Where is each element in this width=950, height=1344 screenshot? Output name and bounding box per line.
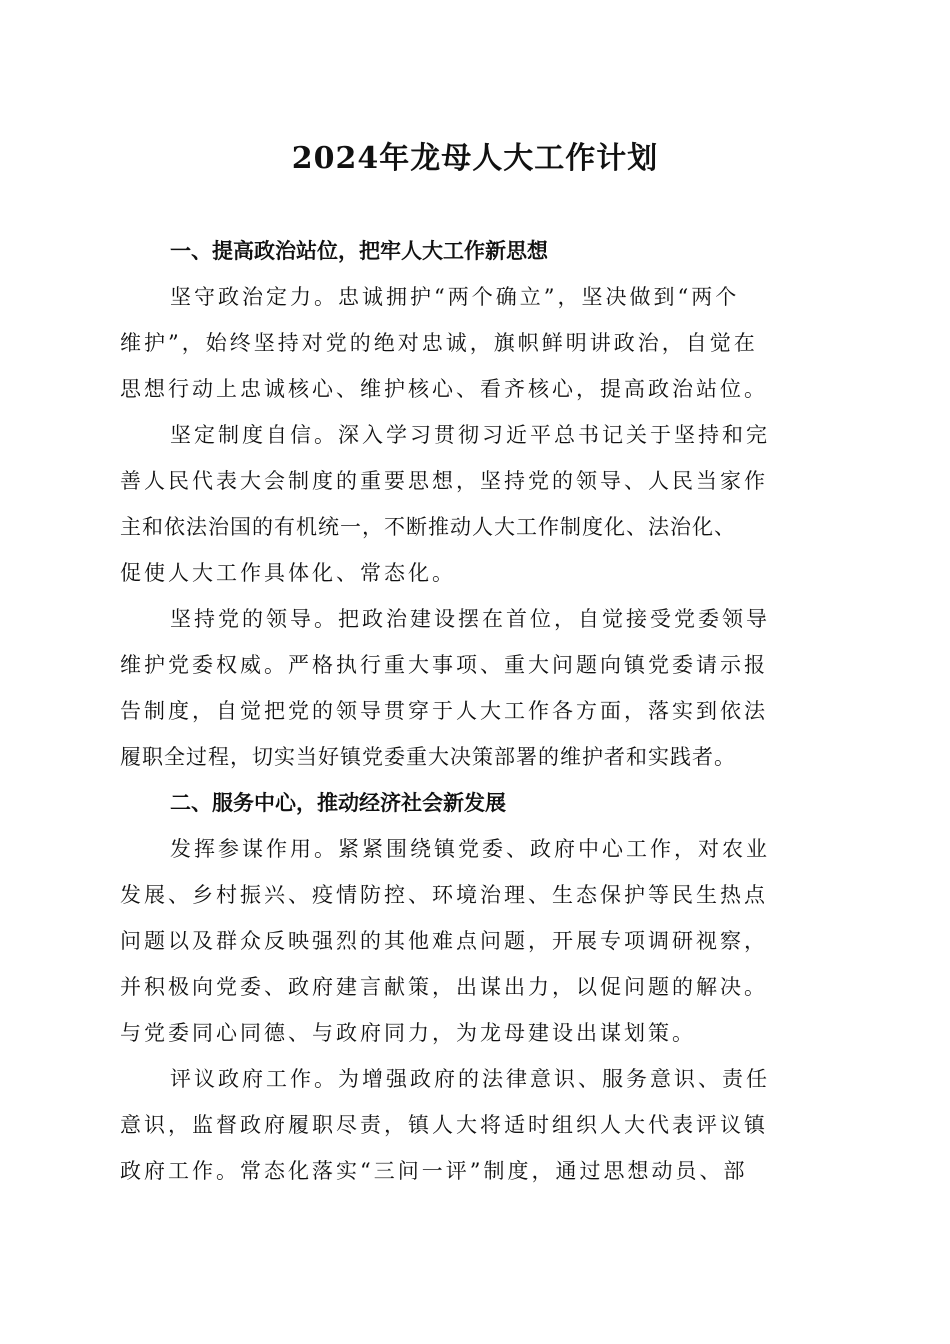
text-line: 问题以及群众反映强烈的其他难点问题，开展专项调研视察， <box>120 929 768 953</box>
text-line: 主和依法治国的有机统一，不断推动人大工作制度化、法治化、 <box>120 515 736 539</box>
section-heading-1: 一、提高政治站位，把牢人大工作新思想 <box>170 239 548 263</box>
page-title: 2024年龙母人大工作计划 <box>291 141 659 176</box>
text-line: 坚持党的领导。把政治建设摆在首位，自觉接受党委领导 <box>170 607 770 631</box>
document-body <box>120 228 834 1194</box>
text-line: 坚定制度自信。深入学习贯彻习近平总书记关于坚持和完 <box>170 423 770 447</box>
paragraph-government-review <box>120 1056 834 1194</box>
section-heading-2: 二、服务中心，推动经济社会新发展 <box>170 791 506 815</box>
text-line: 发展、乡村振兴、疫情防控、环境治理、生态保护等民生热点 <box>120 883 768 907</box>
paragraph-institutional-confidence <box>120 412 834 596</box>
text-line: 促使人大工作具体化、常态化。 <box>120 561 456 585</box>
paragraph-advisory-role <box>120 826 834 1056</box>
text-line: 意识，监督政府履职尽责，镇人大将适时组织人大代表评议镇 <box>120 1113 768 1137</box>
text-line: 维护党委权威。严格执行重大事项、重大问题向镇党委请示报 <box>120 653 768 677</box>
text-line: 思想行动上忠诚核心、维护核心、看齐核心，提高政治站位。 <box>120 377 768 401</box>
text-line: 坚守政治定力。忠诚拥护“两个确立”，坚决做到“两个 <box>170 285 740 309</box>
text-line: 履职全过程，切实当好镇党委重大决策部署的维护者和实践者。 <box>120 745 736 769</box>
text-line: 善人民代表大会制度的重要思想，坚持党的领导、人民当家作 <box>120 469 768 493</box>
text-line: 告制度，自觉把党的领导贯穿于人大工作各方面，落实到依法 <box>120 699 768 723</box>
text-line: 与党委同心同德、与政府同力，为龙母建设出谋划策。 <box>120 1021 696 1045</box>
text-line: 发挥参谋作用。紧紧围绕镇党委、政府中心工作，对农业 <box>170 837 770 861</box>
text-line: 评议政府工作。为增强政府的法律意识、服务意识、责任 <box>170 1067 770 1091</box>
text-line: 政府工作。常态化落实“三问一评”制度，通过思想动员、部 <box>120 1159 748 1183</box>
paragraph-political-resolve <box>120 274 834 412</box>
text-line: 并积极向党委、政府建言献策，出谋出力，以促问题的解决。 <box>120 975 768 999</box>
text-line: 维护”，始终坚持对党的绝对忠诚，旗帜鲜明讲政治，自觉在 <box>120 331 758 355</box>
paragraph-party-leadership <box>120 596 834 780</box>
